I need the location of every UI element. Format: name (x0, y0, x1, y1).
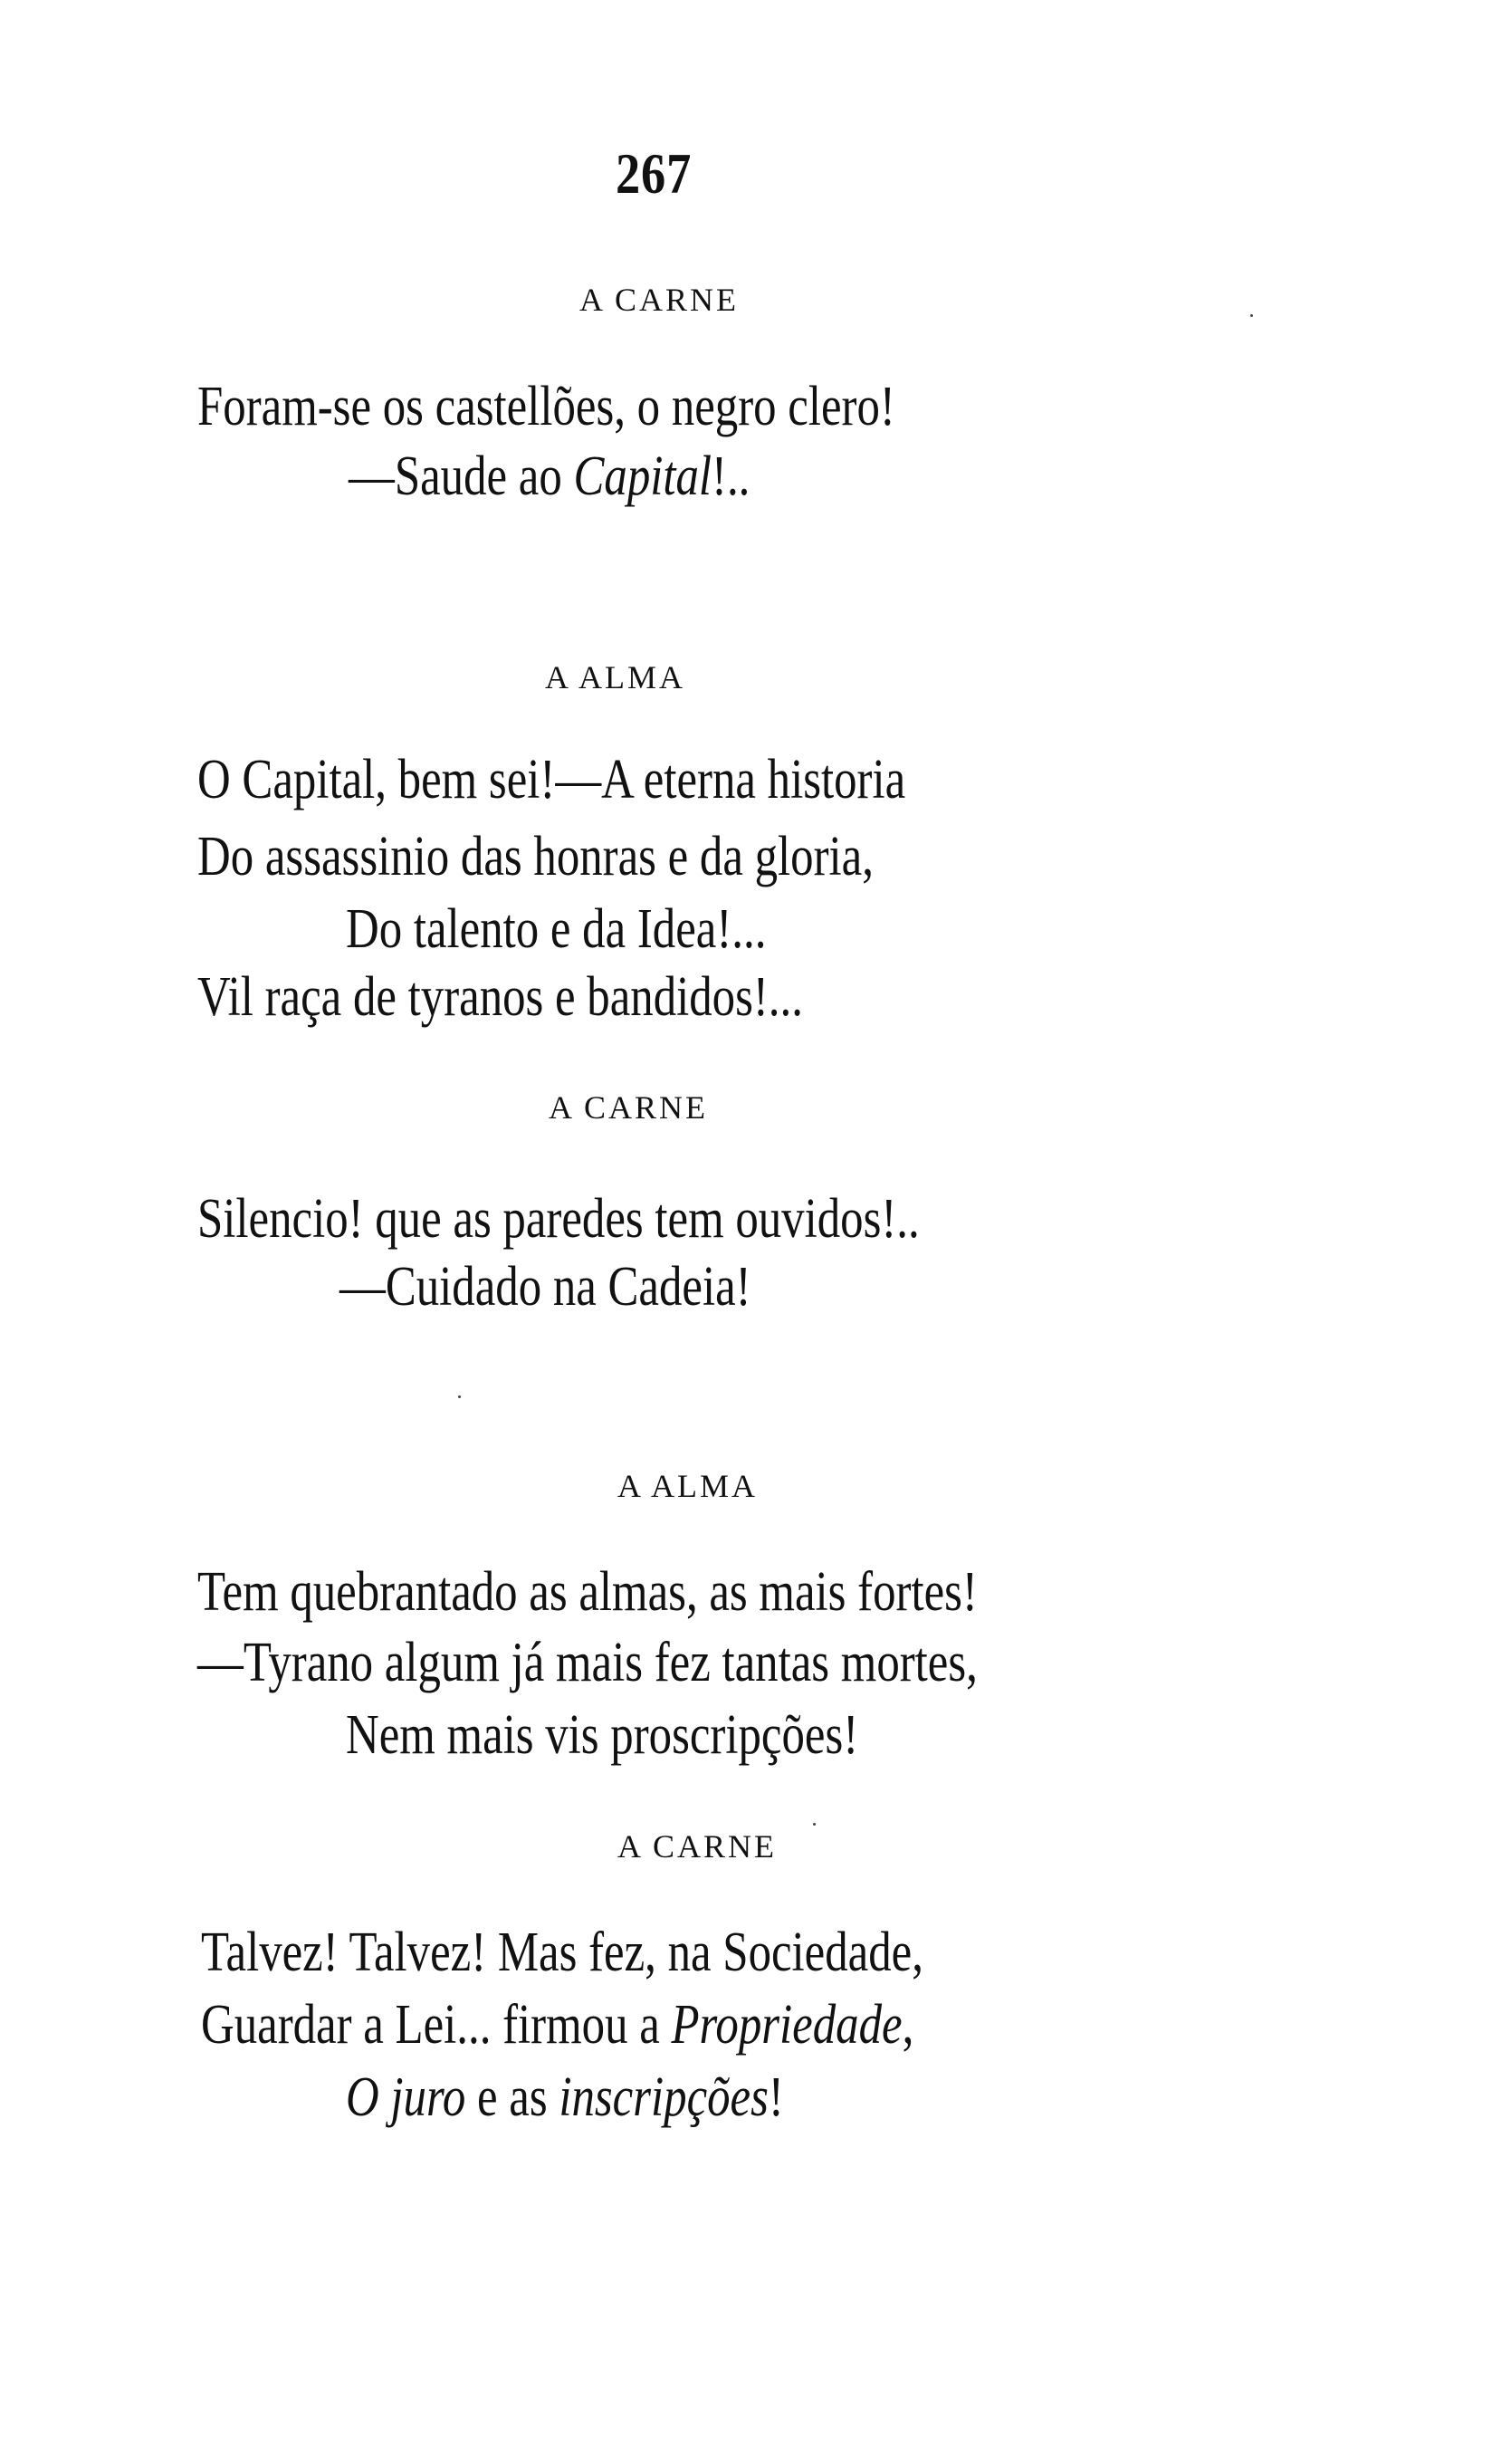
speaker-label: A CARNE (579, 282, 740, 318)
italic-text: inscripções (559, 2066, 769, 2128)
verse-text: Tem quebrantado as almas, as mais fortes! (197, 1561, 978, 1623)
verse-text: —Cuidado na Cadeia! (339, 1256, 751, 1318)
verse-text: Vil raça de tyranos e bandidos!... (197, 966, 803, 1028)
verse-line (197, 1188, 920, 1250)
verse-text: e as (465, 2066, 559, 2128)
speaker-label: A ALMA (617, 1468, 759, 1504)
verse-line (346, 1704, 859, 1766)
verse-line (197, 749, 906, 810)
verse-text: !.. (712, 446, 750, 507)
italic-text: Capital (573, 446, 712, 507)
verse-line (349, 446, 750, 507)
verse-text: Nem mais vis proscripções! (346, 1704, 859, 1766)
italic-text: Propriedade (671, 1994, 903, 2056)
page-number: 267 (616, 141, 693, 206)
speaker-label: A ALMA (545, 659, 686, 695)
speaker-label: A CARNE (549, 1089, 709, 1126)
verse-text: Silencio! que as paredes tem ouvidos!.. (197, 1188, 920, 1250)
speaker-label: A CARNE (617, 1828, 778, 1865)
verse-text: O Capital, bem sei!—A eterna historia (197, 749, 906, 810)
verse-text: Guardar a Lei... firmou a (201, 1994, 672, 2056)
verse-line (197, 1561, 978, 1623)
verse-line (197, 376, 895, 437)
verse-text: —Tyrano algum já mais fez tantas mortes, (197, 1632, 978, 1693)
scan-speck (813, 1823, 816, 1826)
verse-text: —Saude ao (349, 446, 574, 507)
verse-text: Talvez! Talvez! Mas fez, na Sociedade, (201, 1922, 923, 1983)
italic-text: O juro (346, 2066, 466, 2128)
verse-line (346, 898, 767, 960)
scan-speck (458, 1395, 461, 1398)
verse-line (346, 2066, 784, 2128)
verse-text: Do assassinio das honras e da gloria, (197, 826, 874, 887)
verse-text: ! (768, 2066, 784, 2128)
verse-text: , (902, 1994, 914, 2056)
verse-text: Foram-se os castellões, o negro clero! (197, 376, 895, 437)
verse-line (201, 1994, 914, 2056)
verse-line (339, 1256, 751, 1318)
verse-line (197, 966, 803, 1028)
verse-line (197, 1632, 978, 1693)
verse-line (197, 826, 874, 887)
verse-text: Do talento e da Idea!... (346, 898, 767, 960)
verse-line (201, 1922, 923, 1983)
scan-speck (1250, 314, 1253, 317)
